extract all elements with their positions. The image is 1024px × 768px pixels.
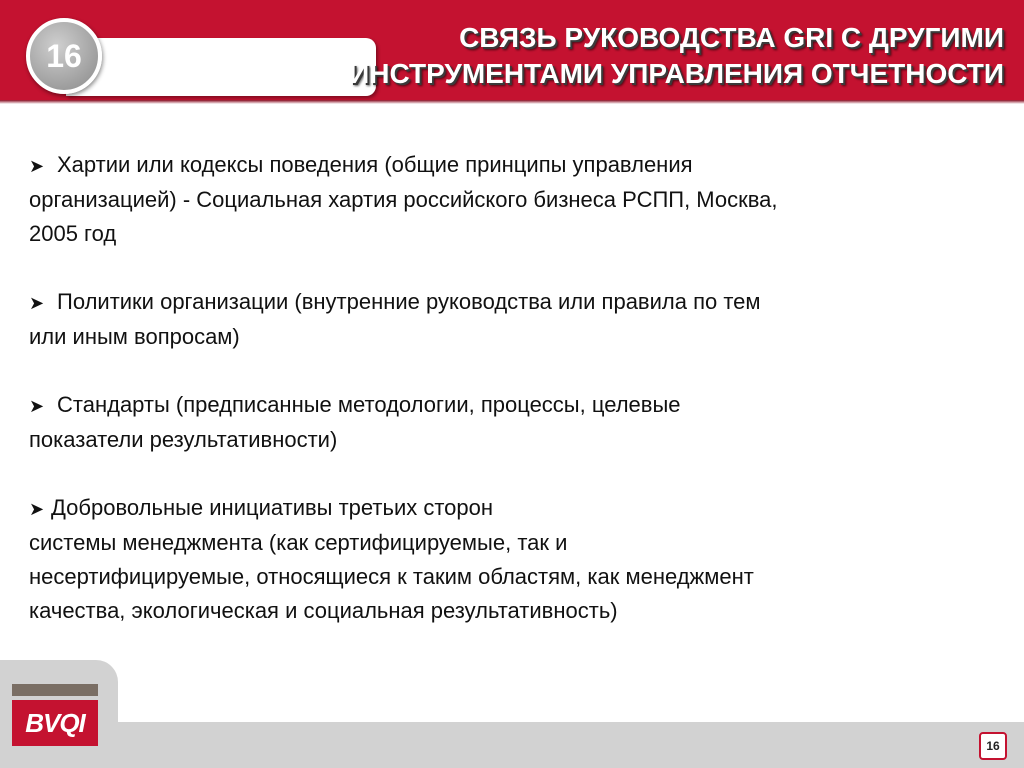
bullet-item-2 bbox=[29, 285, 999, 354]
bullet-line: 2005 год bbox=[29, 221, 117, 246]
bullet-line bbox=[29, 148, 999, 183]
page-number: 16 bbox=[986, 739, 1000, 753]
slide-title bbox=[244, 20, 1004, 92]
arrowhead-bullet-icon: ➤ bbox=[29, 499, 45, 519]
header-shadow bbox=[0, 100, 1024, 104]
logo-bar bbox=[12, 684, 98, 696]
arrowhead-bullet-icon: ➤ bbox=[29, 293, 45, 313]
slide-title-line-2: ИНСТРУМЕНТАМИ УПРАВЛЕНИЯ ОТЧЕТНОСТИ bbox=[349, 58, 1004, 89]
bullet-line bbox=[29, 491, 999, 526]
bullet-line: организацией) - Социальная хартия российского бизнеса РСПП, Москва, bbox=[29, 187, 778, 212]
slide-number-badge bbox=[26, 18, 102, 94]
bullet-item-1 bbox=[29, 148, 999, 251]
bullet-line bbox=[29, 388, 999, 423]
bullet-item-3 bbox=[29, 388, 999, 457]
bullet-text: Стандарты (предписанные методологии, процессы, целевые bbox=[57, 392, 681, 417]
bullet-line: системы менеджмента (как сертифицируемые, так и bbox=[29, 530, 568, 555]
bvqi-logo bbox=[12, 700, 98, 746]
arrowhead-bullet-icon: ➤ bbox=[29, 396, 45, 416]
slide-number-badge-text: 16 bbox=[46, 37, 82, 74]
bullet-line: или иным вопросам) bbox=[29, 324, 240, 349]
bullet-list bbox=[29, 148, 999, 628]
bullet-text: Политики организации (внутренние руководства или правила по тем bbox=[57, 289, 761, 314]
bullet-text: Добровольные инициативы третьих сторон bbox=[51, 495, 494, 520]
footer-band bbox=[0, 722, 1024, 768]
bullet-line bbox=[29, 285, 999, 320]
bullet-line: показатели результативности) bbox=[29, 427, 338, 452]
bvqi-logo-text: BVQI bbox=[25, 707, 85, 738]
bullet-line: несертифицируемые, относящиеся к таким областям, как менеджмент bbox=[29, 564, 754, 589]
bullet-text: Хартии или кодексы поведения (общие принципы управления bbox=[57, 152, 693, 177]
page-number-box bbox=[979, 732, 1007, 760]
slide-title-line-1: СВЯЗЬ РУКОВОДСТВА GRI С ДРУГИМИ bbox=[459, 22, 1004, 53]
bullet-item-4 bbox=[29, 491, 999, 628]
arrowhead-bullet-icon: ➤ bbox=[29, 156, 45, 176]
bullet-line: качества, экологическая и социальная результативность) bbox=[29, 598, 618, 623]
